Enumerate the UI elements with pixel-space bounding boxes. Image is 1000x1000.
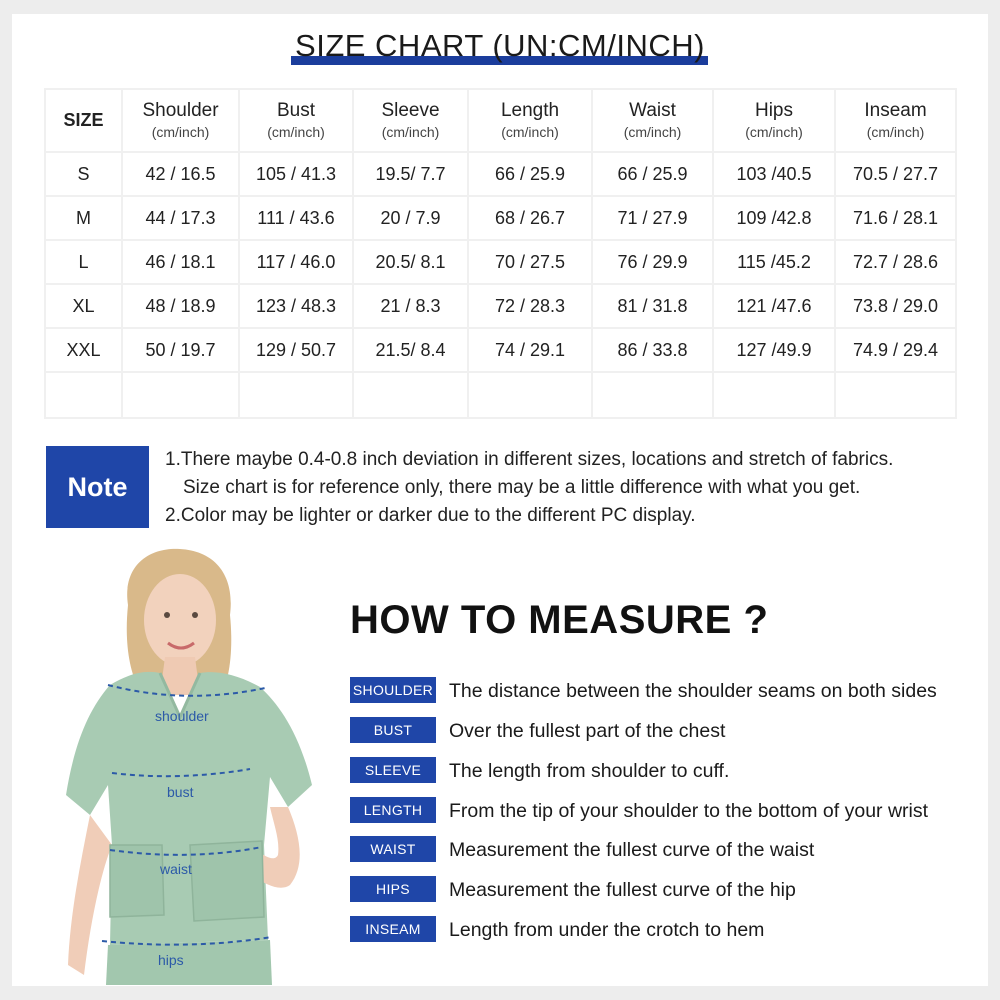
measure-desc: The length from shoulder to cuff. — [449, 760, 730, 782]
measure-item-hips — [350, 876, 970, 902]
size-table — [44, 88, 957, 419]
table-row — [45, 196, 956, 240]
header-length — [468, 89, 592, 152]
size-cell: XXL — [45, 328, 122, 372]
header-unit: (cm/inch) — [745, 123, 803, 140]
arm-shape — [68, 815, 112, 975]
empty-cell — [468, 372, 592, 418]
table-cell: 44 / 17.3 — [122, 196, 239, 240]
header-unit: (cm/inch) — [501, 123, 559, 140]
empty-cell — [45, 372, 122, 418]
header-unit: (cm/inch) — [866, 123, 925, 140]
header-label: Hips — [754, 99, 793, 121]
measure-item-waist — [350, 836, 970, 862]
measure-tag: WAIST — [350, 836, 436, 862]
measure-desc: Over the fullest part of the chest — [449, 720, 726, 742]
table-cell: 123 / 48.3 — [239, 284, 353, 328]
measure-item-sleeve — [350, 757, 970, 783]
table-cell: 111 / 43.6 — [239, 196, 353, 240]
header-hips — [713, 89, 835, 152]
table-row — [45, 240, 956, 284]
label-hips: hips — [158, 952, 184, 968]
table-cell: 48 / 18.9 — [122, 284, 239, 328]
table-cell: 103 /40.5 — [713, 152, 835, 196]
note-line-2: Size chart is for reference only, there may be a little difference with what you get. — [183, 477, 861, 498]
size-cell: XL — [45, 284, 122, 328]
measure-tag: BUST — [350, 717, 436, 743]
note-badge: Note — [46, 446, 149, 528]
measure-desc: The distance between the shoulder seams on both sides — [449, 680, 937, 702]
label-shoulder: shoulder — [155, 708, 209, 724]
table-row-empty — [45, 372, 956, 418]
measure-desc: Measurement the fullest curve of the hip — [449, 879, 796, 901]
table-cell: 115 /45.2 — [713, 240, 835, 284]
page-title: SIZE CHART (UN:CM/INCH) — [295, 28, 705, 63]
header-inseam — [835, 89, 956, 152]
header-shoulder — [122, 89, 239, 152]
measure-tag: HIPS — [350, 876, 436, 902]
header-waist — [592, 89, 713, 152]
model-illustration — [50, 545, 340, 985]
header-unit: (cm/inch) — [623, 123, 682, 140]
measure-tag: LENGTH — [350, 797, 436, 823]
table-cell: 66 / 25.9 — [592, 152, 713, 196]
table-cell: 50 / 19.7 — [122, 328, 239, 372]
table-cell: 21.5/ 8.4 — [353, 328, 468, 372]
table-header-row — [45, 89, 956, 152]
empty-cell — [353, 372, 468, 418]
table-cell: 72.7 / 28.6 — [835, 240, 956, 284]
measure-desc: From the tip of your shoulder to the bottom of your wrist — [449, 800, 929, 822]
table-cell: 71 / 27.9 — [592, 196, 713, 240]
header-label: Bust — [276, 99, 316, 121]
table-cell: 70 / 27.5 — [468, 240, 592, 284]
table-cell: 109 /42.8 — [713, 196, 835, 240]
header-label: Length — [500, 99, 560, 121]
empty-cell — [122, 372, 239, 418]
size-cell: S — [45, 152, 122, 196]
table-cell: 81 / 31.8 — [592, 284, 713, 328]
note-text — [165, 447, 893, 531]
header-unit: (cm/inch) — [267, 123, 325, 140]
empty-cell — [239, 372, 353, 418]
how-to-measure-title: HOW TO MEASURE ? — [350, 598, 769, 642]
table-cell: 105 / 41.3 — [239, 152, 353, 196]
header-sleeve — [353, 89, 468, 152]
measure-item-inseam — [350, 916, 970, 942]
table-cell: 73.8 / 29.0 — [835, 284, 956, 328]
measure-item-bust — [350, 717, 970, 743]
measure-item-length — [350, 797, 970, 823]
measure-tag: SLEEVE — [350, 757, 436, 783]
table-cell: 66 / 25.9 — [468, 152, 592, 196]
header-label: Shoulder — [142, 99, 219, 121]
header-label: Waist — [629, 99, 676, 121]
table-cell: 71.6 / 28.1 — [835, 196, 956, 240]
note-line-1: 1.There maybe 0.4-0.8 inch deviation in different sizes, locations and stretch of fabrics. — [165, 449, 894, 470]
table-row — [45, 284, 956, 328]
table-cell: 86 / 33.8 — [592, 328, 713, 372]
table-row — [45, 328, 956, 372]
header-label: Inseam — [864, 99, 927, 121]
header-size: SIZE — [45, 89, 122, 152]
table-cell: 121 /47.6 — [713, 284, 835, 328]
empty-cell — [713, 372, 835, 418]
table-cell: 74.9 / 29.4 — [835, 328, 956, 372]
table-cell: 46 / 18.1 — [122, 240, 239, 284]
measure-item-shoulder — [350, 677, 970, 703]
measure-desc: Measurement the fullest curve of the waist — [449, 839, 815, 861]
header-label: Sleeve — [381, 99, 440, 121]
empty-cell — [592, 372, 713, 418]
header-bust — [239, 89, 353, 152]
measure-tag: SHOULDER — [350, 677, 436, 703]
size-cell: L — [45, 240, 122, 284]
table-cell: 129 / 50.7 — [239, 328, 353, 372]
table-cell: 21 / 8.3 — [353, 284, 468, 328]
measure-tag: INSEAM — [350, 916, 436, 942]
note-line-3: 2.Color may be lighter or darker due to the different PC display. — [165, 505, 696, 526]
measure-desc: Length from under the crotch to hem — [449, 919, 765, 941]
table-cell: 20.5/ 8.1 — [353, 240, 468, 284]
header-unit: (cm/inch) — [381, 123, 440, 140]
table-cell: 68 / 26.7 — [468, 196, 592, 240]
table-cell: 42 / 16.5 — [122, 152, 239, 196]
pants-shape — [106, 940, 272, 985]
label-waist: waist — [160, 861, 192, 877]
table-cell: 20 / 7.9 — [353, 196, 468, 240]
table-cell: 76 / 29.9 — [592, 240, 713, 284]
header-unit: (cm/inch) — [151, 123, 210, 140]
table-cell: 72 / 28.3 — [468, 284, 592, 328]
table-cell: 19.5/ 7.7 — [353, 152, 468, 196]
size-cell: M — [45, 196, 122, 240]
table-cell: 127 /49.9 — [713, 328, 835, 372]
face-shape — [144, 574, 216, 666]
table-cell: 70.5 / 27.7 — [835, 152, 956, 196]
table-cell: 117 / 46.0 — [239, 240, 353, 284]
table-row — [45, 152, 956, 196]
label-bust: bust — [167, 784, 194, 800]
empty-cell — [835, 372, 956, 418]
table-cell: 74 / 29.1 — [468, 328, 592, 372]
